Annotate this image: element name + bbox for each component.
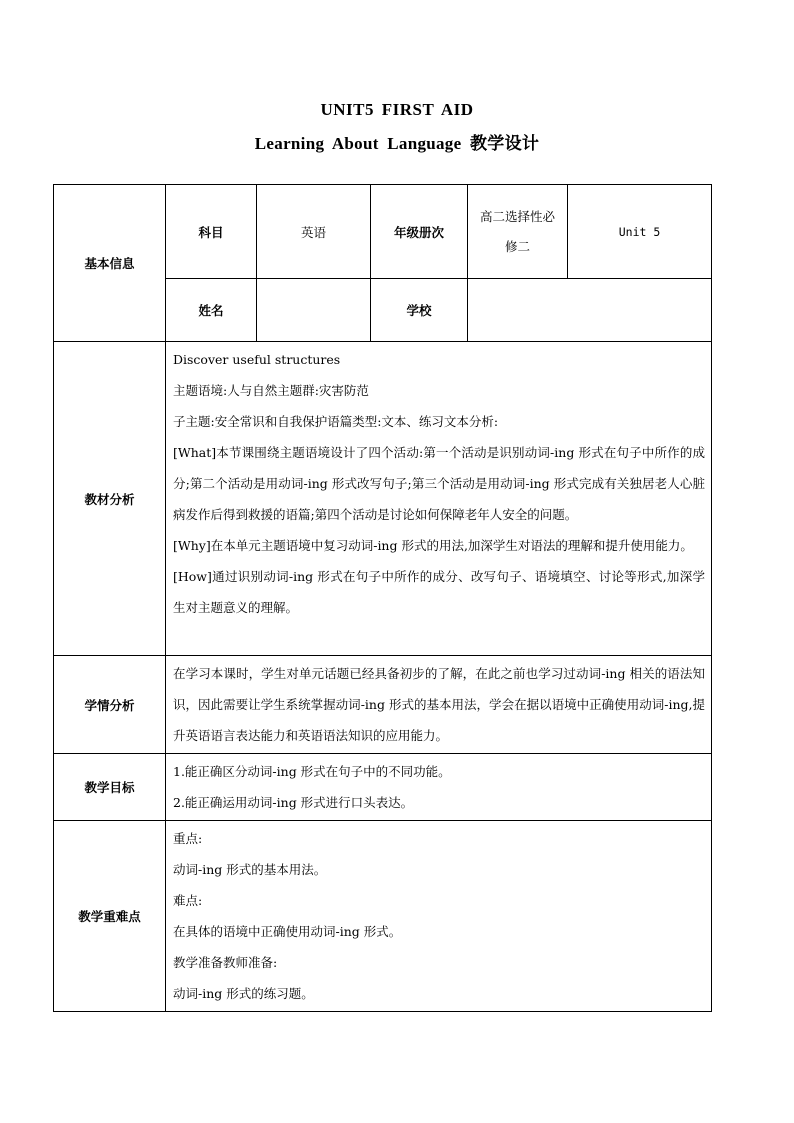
textbook-line: [What]本节课围绕主题语境设计了四个活动:第一个活动是识别动词-ing 形式在句子中所作的成分;第二个活动是用动词-ing 形式改写句子;第三个活动是用动词-ing 形式完成有关独居老人心脏病发作后得到救援的语篇;第四个活动是讨论如何保障老年人安全的问题。 (173, 445, 705, 522)
objective-item: 1.能正确区分动词-ing 形式在句子中的不同功能。 (173, 764, 451, 779)
key-point-line: 重点: (173, 831, 203, 846)
textbook-analysis-label: 教材分析 (54, 342, 166, 656)
textbook-line: 子主题:安全常识和自我保护语篇类型:文本、练习文本分析: (173, 414, 499, 429)
subject-label: 科目 (166, 185, 257, 279)
grade-value-line2: 修二 (504, 238, 530, 254)
objectives-label: 教学目标 (54, 754, 166, 821)
textbook-analysis-content (166, 342, 712, 656)
key-points-label: 教学重难点 (54, 821, 166, 1012)
textbook-line: [Why]在本单元主题语境中复习动词-ing 形式的用法,加深学生对语法的理解和提升使用能力。 (173, 538, 693, 553)
key-point-line: 动词-ing 形式的基本用法。 (173, 862, 327, 877)
school-value (468, 279, 712, 342)
textbook-line: Discover useful structures (173, 352, 341, 367)
name-label: 姓名 (166, 279, 257, 342)
textbook-line: [How]通过识别动词-ing 形式在句子中所作的成分、改写句子、语境填空、讨论等形式,加深学生对主题意义的理解。 (173, 569, 705, 615)
key-point-line: 在具体的语境中正确使用动词-ing 形式。 (173, 924, 402, 939)
key-point-line: 教学准备教师准备: (173, 955, 278, 970)
key-point-line: 动词-ing 形式的练习题。 (173, 986, 314, 1001)
school-label: 学校 (371, 279, 468, 342)
student-analysis-content (166, 656, 712, 754)
textbook-line: 主题语境:人与自然主题群:灾害防范 (173, 383, 369, 398)
document-title: UNIT5 FIRST AID (320, 100, 474, 119)
student-analysis-label: 学情分析 (54, 656, 166, 754)
lesson-plan-table (53, 184, 712, 1012)
student-analysis-text: 在学习本课时，学生对单元话题已经具备初步的了解，在此之前也学习过动词-ing 相关的语法知识，因此需要让学生系统掌握动词-ing 形式的基本用法，学会在据以语境中正确使用动词-ing,提升英语语言表达能力和英语语法知识的应用能力。 (173, 666, 705, 743)
subject-value: 英语 (257, 185, 371, 279)
document-subtitle: Learning About Language 教学设计 (254, 134, 540, 153)
grade-value-line1: 高二选择性必 (479, 208, 555, 224)
unit-value: Unit 5 (568, 185, 712, 279)
grade-label: 年级册次 (371, 185, 468, 279)
name-value (257, 279, 371, 342)
key-points-content (166, 821, 712, 1012)
objective-item: 2.能正确运用动词-ing 形式进行口头表达。 (173, 795, 414, 810)
grade-value (468, 185, 568, 279)
objectives-content (166, 754, 712, 821)
basic-info-label: 基本信息 (54, 185, 166, 342)
key-point-line: 难点: (173, 893, 203, 908)
